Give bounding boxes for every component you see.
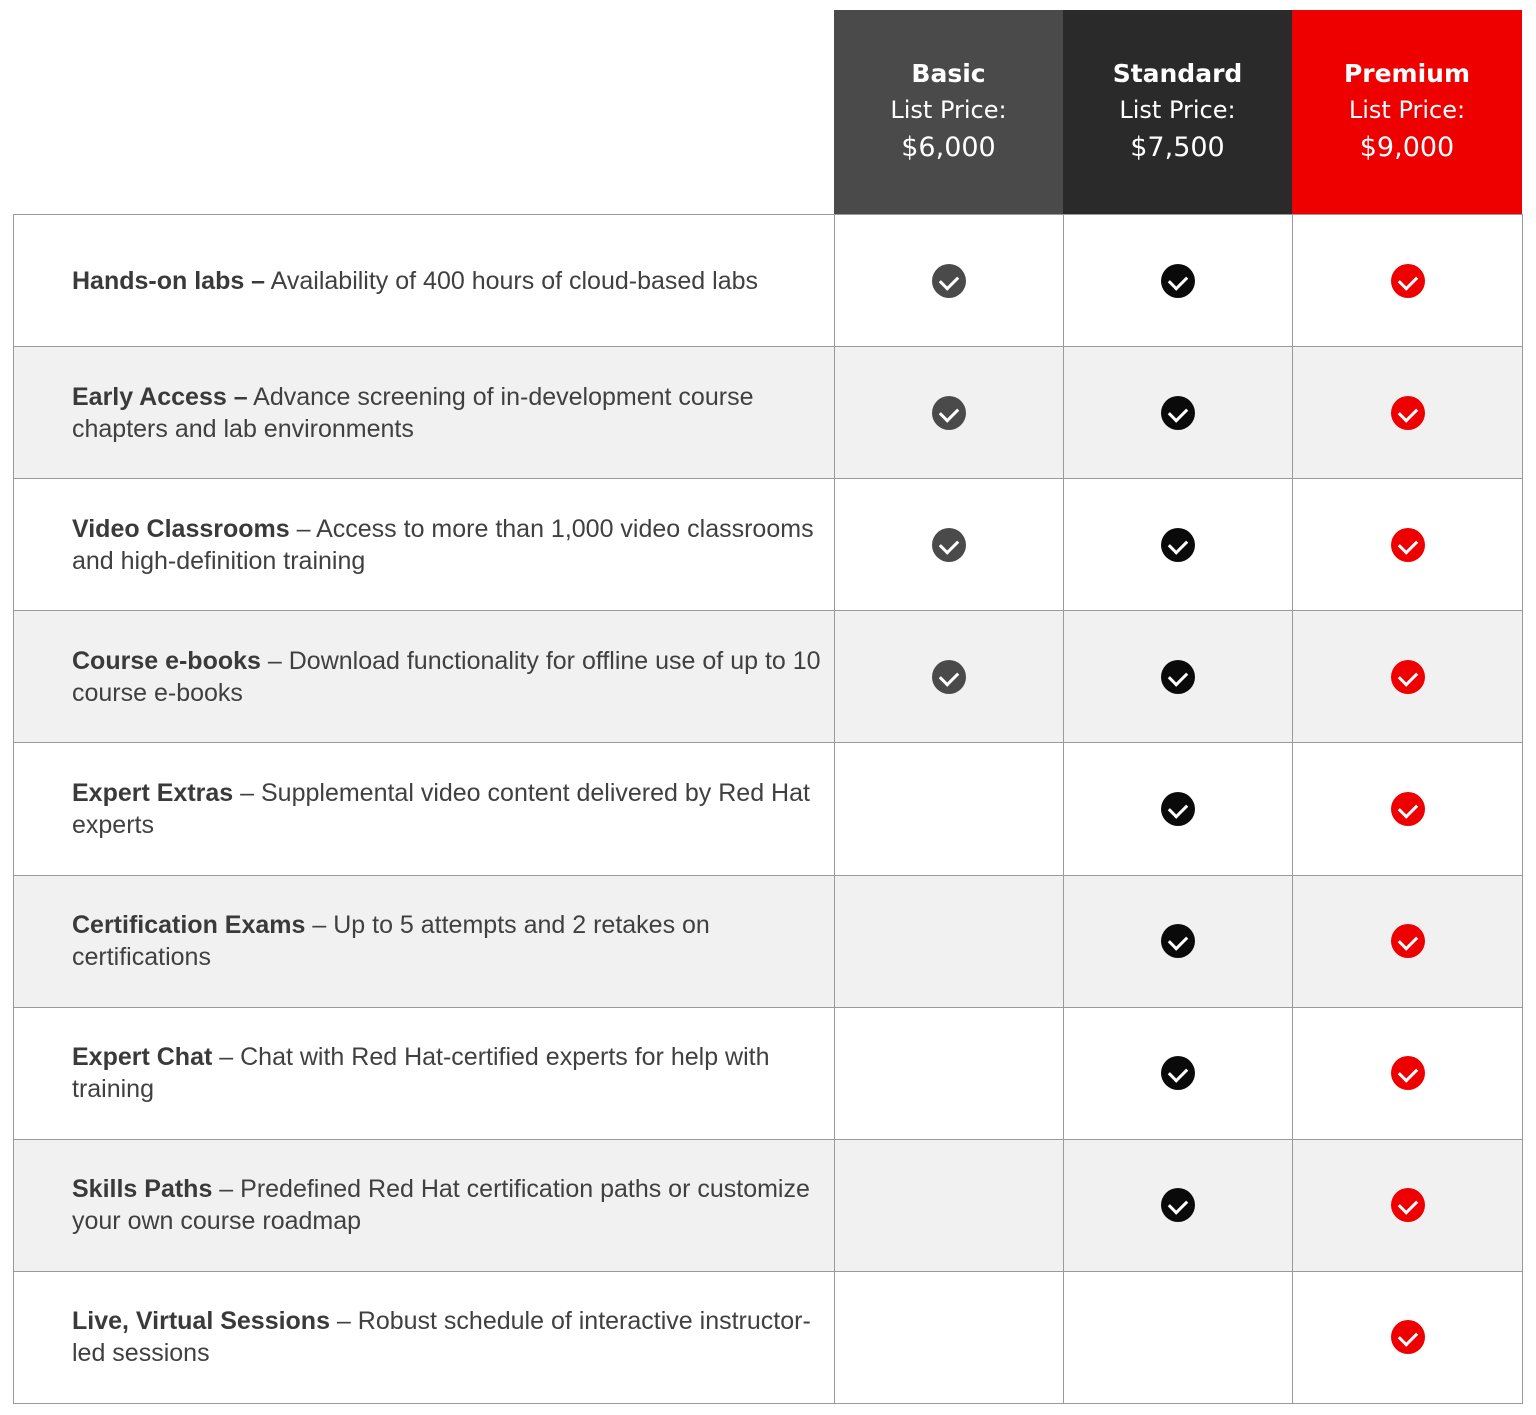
feature-description: – Download functionality for offline use of up to 10 course e-books <box>72 646 821 707</box>
feature-description: Availability of 400 hours of cloud-based labs <box>265 266 759 295</box>
check-circle-icon <box>1161 792 1195 826</box>
table-row <box>14 743 1523 875</box>
feature-description: – Up to 5 attempts and 2 retakes on certifications <box>72 911 710 972</box>
plan-price-label: List Price: <box>1119 96 1236 124</box>
feature-description-cell <box>14 1139 835 1271</box>
plan-name: Standard <box>1112 59 1243 88</box>
check-circle-icon <box>932 660 966 694</box>
plan-header-premium <box>1292 10 1522 214</box>
table-row <box>14 479 1523 611</box>
check-cell-standard <box>1064 215 1293 347</box>
feature-name: Video Classrooms <box>72 514 290 543</box>
plan-price: $6,000 <box>901 132 996 163</box>
check-circle-icon <box>1391 1188 1425 1222</box>
check-cell-premium <box>1293 1139 1523 1271</box>
check-circle-icon <box>1161 396 1195 430</box>
check-cell-basic <box>835 743 1064 875</box>
plan-price: $9,000 <box>1359 132 1455 163</box>
feature-description-cell <box>14 875 835 1007</box>
check-cell-basic <box>835 479 1064 611</box>
check-cell-standard <box>1064 743 1293 875</box>
table-row <box>14 1007 1523 1139</box>
feature-description: – Chat with Red Hat-certified experts for help with training <box>72 1043 770 1104</box>
plan-price: $7,500 <box>1130 132 1225 163</box>
check-circle-icon <box>1161 660 1195 694</box>
check-circle-icon <box>932 264 966 298</box>
table-row <box>14 215 1523 347</box>
table-row <box>14 611 1523 743</box>
check-cell-basic <box>835 875 1064 1007</box>
feature-description: Advance screening of in-development course chapters and lab environments <box>72 382 754 443</box>
feature-comparison-table <box>13 214 1523 1404</box>
check-circle-icon <box>1161 528 1195 562</box>
feature-name: Early Access – <box>72 382 248 411</box>
check-cell-premium <box>1293 1007 1523 1139</box>
check-cell-basic <box>835 215 1064 347</box>
check-cell-standard <box>1064 1007 1293 1139</box>
feature-description: – Supplemental video content delivered by Red Hat experts <box>72 778 810 839</box>
feature-name: Skills Paths <box>72 1175 213 1204</box>
check-cell-basic <box>835 347 1064 479</box>
check-cell-standard <box>1064 1139 1293 1271</box>
feature-description-cell <box>14 479 835 611</box>
check-circle-icon <box>1161 1056 1195 1090</box>
table-row <box>14 875 1523 1007</box>
check-cell-basic <box>835 1271 1064 1403</box>
check-cell-standard <box>1064 347 1293 479</box>
check-cell-premium <box>1293 743 1523 875</box>
plan-price-label: List Price: <box>1348 96 1466 124</box>
plan-header-basic <box>834 10 1063 214</box>
feature-description-cell <box>14 743 835 875</box>
check-circle-icon <box>1161 1188 1195 1222</box>
check-cell-basic <box>835 611 1064 743</box>
check-cell-basic <box>835 1007 1064 1139</box>
check-circle-icon <box>1391 924 1425 958</box>
table-row <box>14 1271 1523 1403</box>
check-cell-basic <box>835 1139 1064 1271</box>
check-cell-premium <box>1293 875 1523 1007</box>
check-circle-icon <box>1161 924 1195 958</box>
check-cell-premium <box>1293 479 1523 611</box>
check-circle-icon <box>1391 396 1425 430</box>
check-circle-icon <box>1391 1056 1425 1090</box>
feature-description-cell <box>14 1007 835 1139</box>
plan-price-label: List Price: <box>890 96 1007 124</box>
check-circle-icon <box>1161 264 1195 298</box>
check-cell-standard <box>1064 875 1293 1007</box>
feature-name: Expert Chat <box>72 1043 213 1072</box>
plan-name: Premium <box>1343 59 1471 88</box>
check-cell-standard <box>1064 1271 1293 1403</box>
feature-description: – Access to more than 1,000 video classrooms and high-definition training <box>72 514 814 575</box>
check-circle-icon <box>1391 792 1425 826</box>
check-cell-premium <box>1293 611 1523 743</box>
check-circle-icon <box>1391 264 1425 298</box>
feature-description-cell <box>14 347 835 479</box>
check-circle-icon <box>932 528 966 562</box>
plan-name: Basic <box>911 59 986 88</box>
feature-rows <box>14 215 1523 1404</box>
feature-description: – Robust schedule of interactive instructor-led sessions <box>72 1307 811 1368</box>
check-circle-icon <box>932 396 966 430</box>
check-cell-premium <box>1293 215 1523 347</box>
check-circle-icon <box>1391 660 1425 694</box>
table-row <box>14 1139 1523 1271</box>
feature-name: Course e-books <box>72 646 261 675</box>
feature-description: – Predefined Red Hat certification paths or customize your own course roadmap <box>72 1175 810 1236</box>
check-circle-icon <box>1391 1320 1425 1354</box>
check-circle-icon <box>1391 528 1425 562</box>
feature-name: Certification Exams <box>72 911 306 940</box>
plans-header <box>834 10 1522 214</box>
check-cell-premium <box>1293 1271 1523 1403</box>
plan-header-standard <box>1063 10 1292 214</box>
check-cell-premium <box>1293 347 1523 479</box>
feature-name: Expert Extras <box>72 778 234 807</box>
feature-name: Live, Virtual Sessions <box>72 1307 330 1336</box>
check-cell-standard <box>1064 479 1293 611</box>
feature-name: Hands-on labs – <box>72 266 266 295</box>
feature-description-cell <box>14 611 835 743</box>
table-row <box>14 347 1523 479</box>
feature-description-cell <box>14 1271 835 1403</box>
check-cell-standard <box>1064 611 1293 743</box>
feature-description-cell <box>14 215 835 347</box>
